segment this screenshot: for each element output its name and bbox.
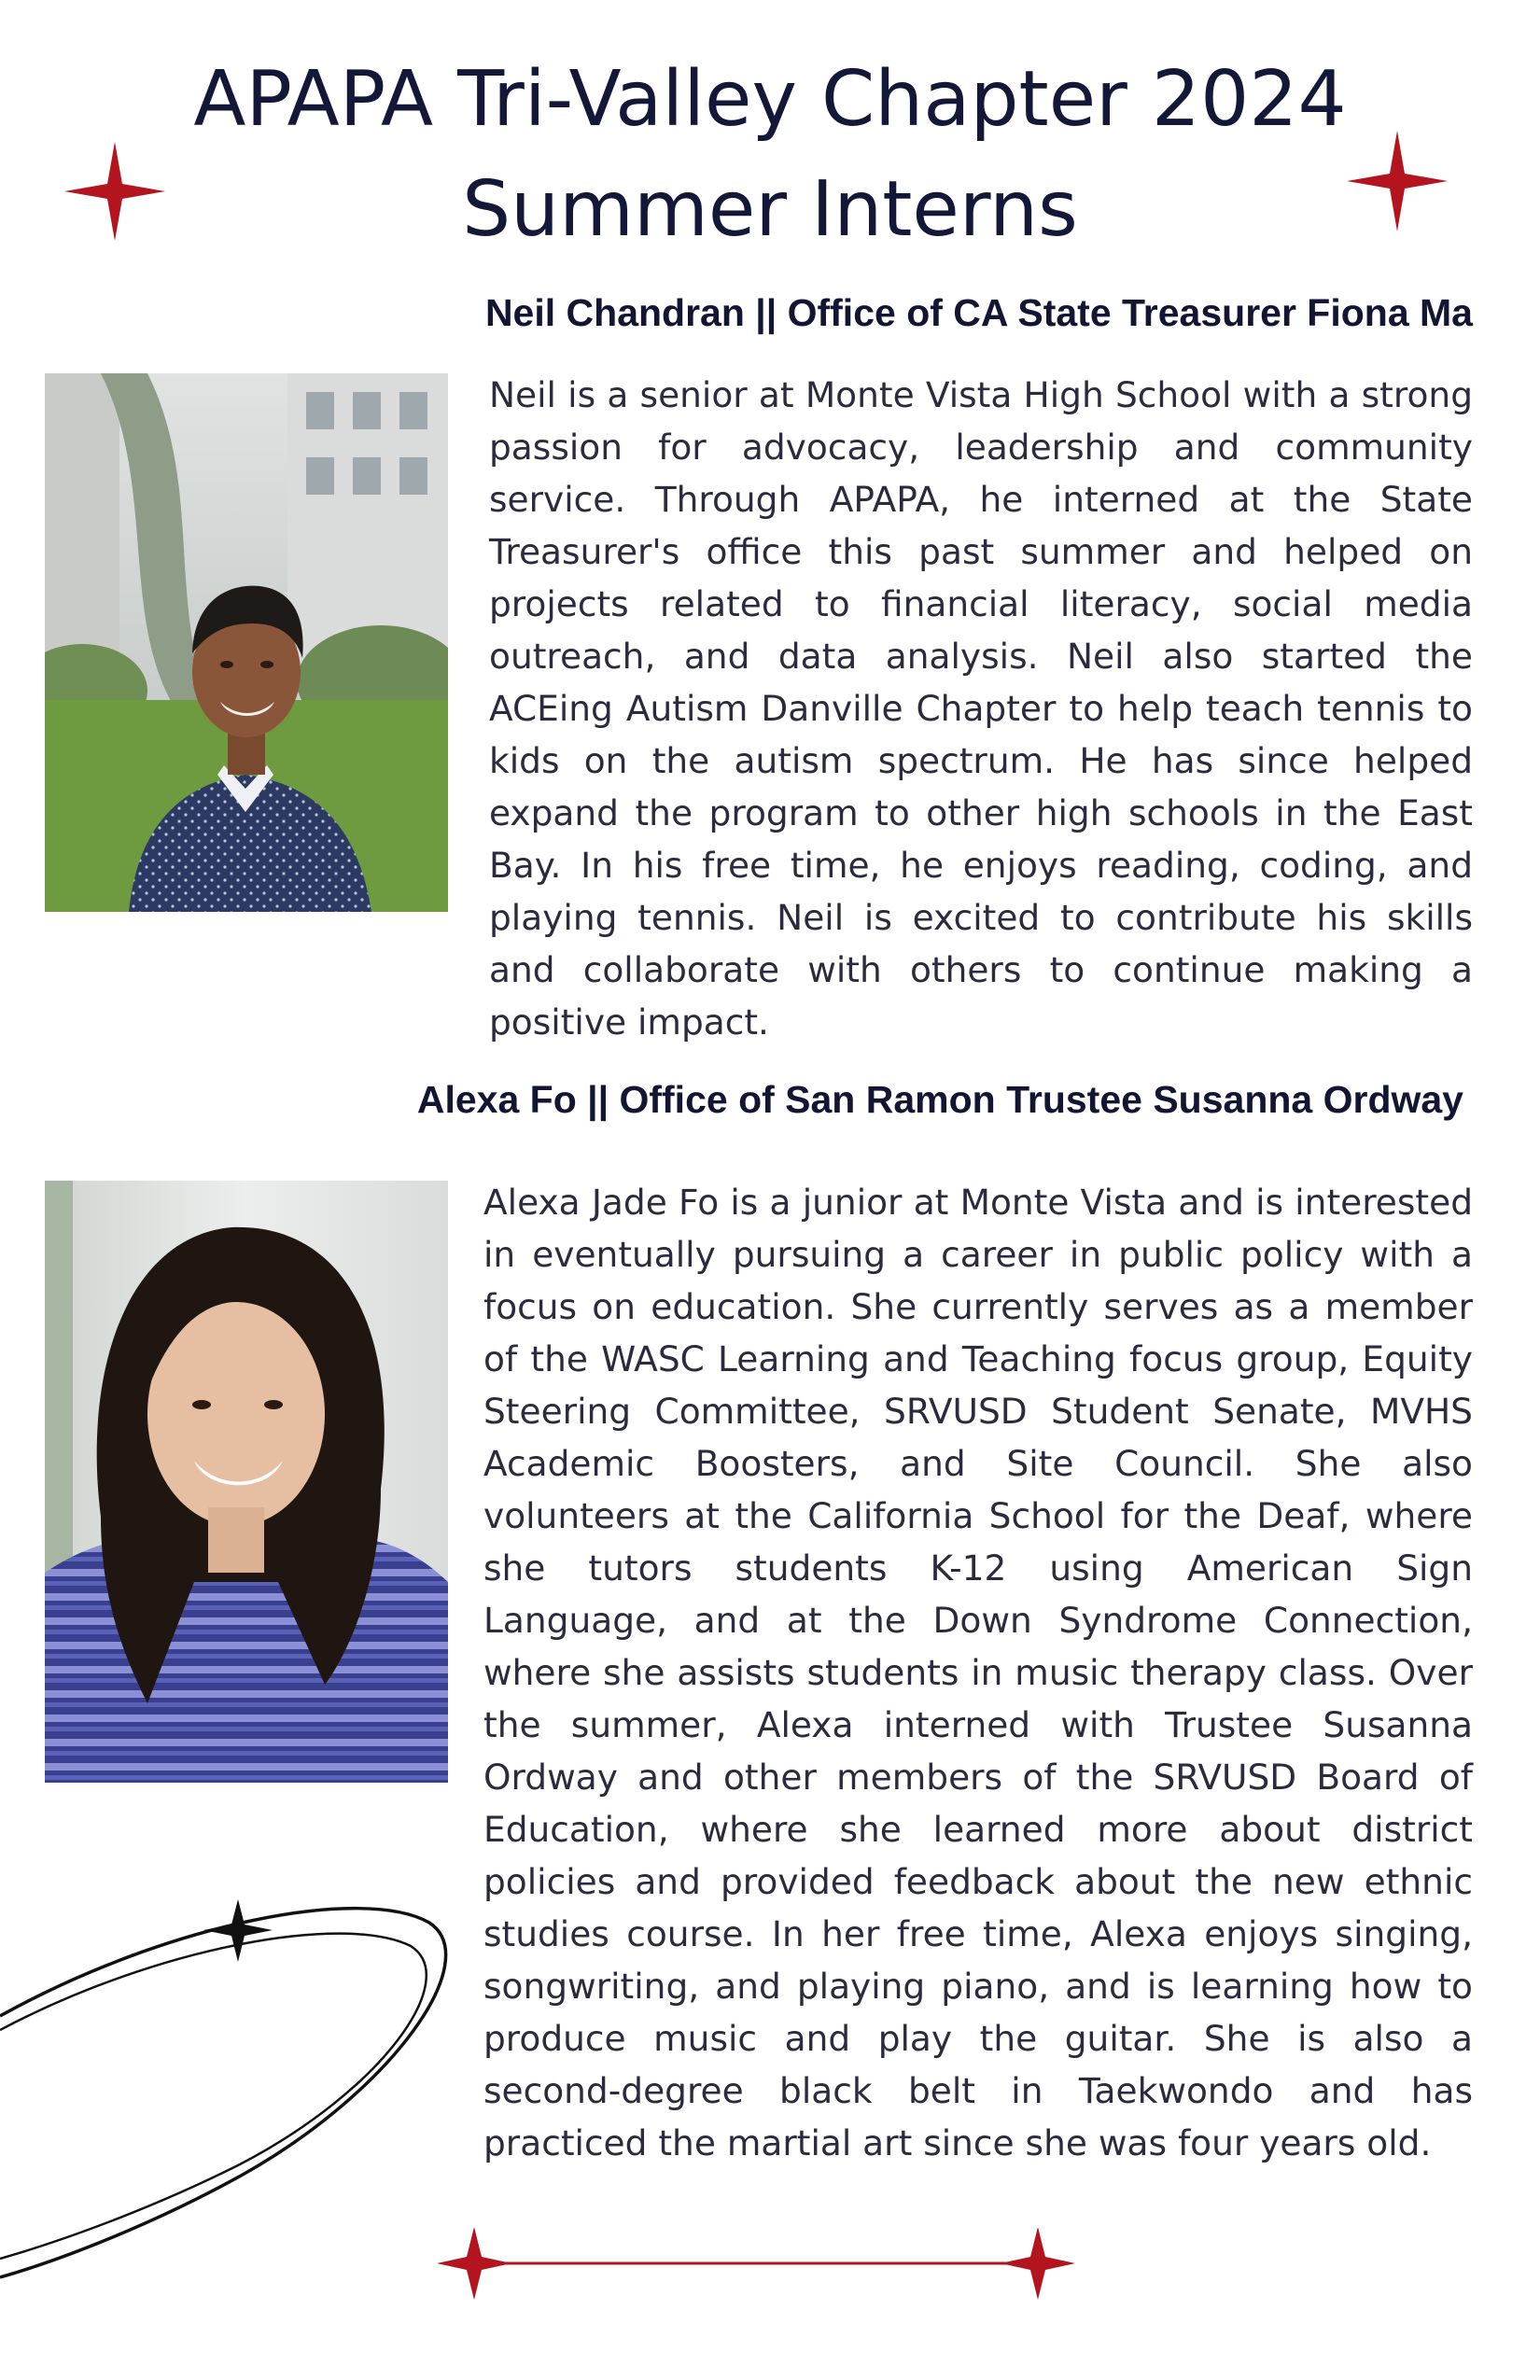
- orbit-swoosh: [0, 1909, 446, 2277]
- intern-2-heading: Alexa Fo || Office of San Ramon Trustee Susanna Ordway: [416, 1078, 1463, 1121]
- footer-sparkle-left-icon: [437, 2227, 511, 2300]
- orbit-star-icon: [203, 1899, 273, 1962]
- intern-1-photo: [45, 373, 448, 912]
- title-line-1: APAPA Tri-Valley Chapter 2024: [193, 55, 1347, 144]
- intern-2-photo: [45, 1181, 448, 1783]
- footer-sparkle-right-icon: [1001, 2227, 1075, 2300]
- title-line-2: Summer Interns: [462, 165, 1078, 254]
- intern-1-heading: Neil Chandran || Office of CA State Treasurer Fiona Ma: [484, 291, 1473, 334]
- orbit-swoosh-inner: [0, 1934, 427, 2259]
- page-title: [0, 45, 1540, 265]
- intern-2-bio: Alexa Jade Fo is a junior at Monte Vista and is interested in eventually pursuing a career in public policy with a focus on education. She currently serves as a member of the WASC Learning and Teaching focus group, Equity Steering Committee, SRVUSD Student Senate, MVHS Academic Boosters, and Site Council. She also volunteers at the California School for the Deaf, where she tutors students K-12 using American Sign Language, and at the Down Syndrome Connection, where she assists students in music therapy class. Over the summer, Alexa interned with Trustee Susanna Ordway and other members of the SRVUSD Board of Education, where she learned more about district policies and provided feedback about the new ethnic studies course. In her free time, Alexa enjoys singing, songwriting, and playing piano, and is learning how to produce music and play the guitar. She is also a second-degree black belt in Taekwondo and has practiced the martial art since she was four years old.: [483, 1182, 1473, 2163]
- intern-1-bio: Neil is a senior at Monte Vista High School with a strong passion for advocacy, leadership and community service. Through APAPA, he interned at the State Treasurer's office this past summer and helped on projects related to financial literacy, social media outreach, and data analysis. Neil also started the ACEing Autism Danville Chapter to help teach tennis to kids on the autism spectrum. He has since helped expand the program to other high schools in the East Bay. In his free time, he enjoys reading, coding, and playing tennis. Neil is excited to contribute his skills and collaborate with others to continue making a positive impact.: [489, 374, 1473, 1043]
